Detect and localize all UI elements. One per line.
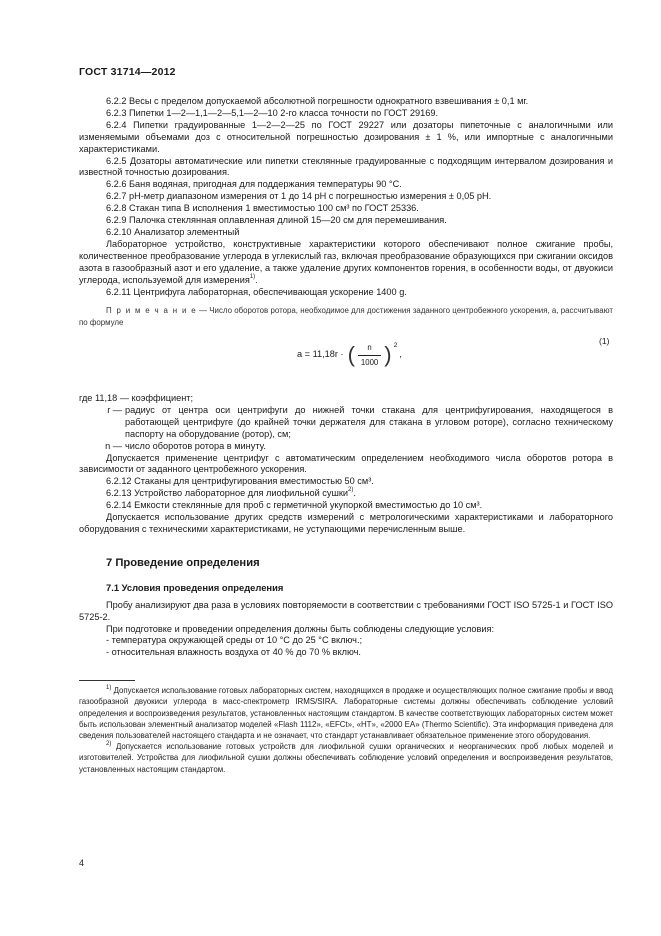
footnote-1 <box>79 685 613 741</box>
footnote-ref-2[interactable]: 2) <box>348 487 354 494</box>
equip-item-lyo <box>79 488 613 500</box>
equip-item: 6.2.14 Емкости стеклянные для проб с герметичной укупоркой вместимостью до 10 см³. <box>106 500 483 511</box>
definition-n <box>79 441 613 453</box>
footnote-text: Допускается использование готовых лабораторных систем, находящихся в продаже и осуществляющих полное сжигание пробы и ввод газообразной двуокиси углерода в масс-спектрометр IRMS/SIRA. Лабораторные системы должны обеспечивать соблюдение условий определения и воспроизведения результатов, установленных настоящим стандартом. В качестве соответствующих лабораторных систем может быть использован элементный анализатор моделей «Flash 1112», «EFCt», «HT», «2000 EA» (Thermo Scientific). Эта информация приведена для сведения пользователей настоящего стандарта и не означает, что стандарт устанавливает обязательное применение этого оборудования. <box>79 686 613 741</box>
paren-open: ( <box>347 342 355 368</box>
equip-item: 6.2.9 Палочка стеклянная оплавленная длиной 15—20 см для перемешивания. <box>106 215 447 226</box>
equip-item: 6.2.5 Дозаторы автоматические или пипетки стеклянные градуированные с подходящим интервалом дозирования и известной точностью дозирования. <box>79 155 613 178</box>
subsection-heading: 7.1 Условия проведения определения <box>106 581 284 593</box>
definition-symbol: n — <box>105 440 122 451</box>
fraction-denominator: 1000 <box>358 355 381 369</box>
equip-item: 6.2.6 Баня водяная, пригодная для поддержания температуры 90 °С. <box>106 179 402 190</box>
equation-number: (1) <box>599 336 610 346</box>
note-paragraph <box>79 305 613 328</box>
formula <box>297 342 402 369</box>
analyzer-text: Лабораторное устройство, конструктивные характеристики которого обеспечивают полное сжигание пробы, количественное преобразование углерода в углекислый газ, включая преобразование образующихся при сжигании оксидов азота в газообразный азот и его удаление, а также удаление других компонентов горения, в особенности воды, от двуокиси углерода, используемой для измерения <box>79 238 613 285</box>
equip-item: 6.2.11 Центрифуга лабораторная, обеспечивающая ускорение 1400 g. <box>106 286 407 297</box>
footnote-mark: 1) <box>106 684 112 691</box>
formula-exponent: 2 <box>393 342 398 350</box>
section-heading: 7 Проведение определения <box>106 556 260 569</box>
footnote-text: Допускается использование готовых устройств для лиофильной сушки органических и неорганических проб любых моделей и изготовителей. Устройства для лиофильной сушки должны обеспечивать соблюдение условий определения и воспроизведения результатов, установленных настоящим стандартом. <box>79 742 613 774</box>
footnotes <box>79 685 613 775</box>
footnote-separator <box>79 680 135 681</box>
note-text: — Число оборотов ротора, необходимое для достижения заданного центробежного ускорения, a, рассчитывают по формуле <box>79 306 613 327</box>
definition-text: число оборотов ротора в минуту. <box>125 440 266 451</box>
equip-item: 6.2.7 pH-метр диапазоном измерения от 1 до 14 рН с погрешностью измерения ± 0,05 pH. <box>106 191 492 202</box>
paragraph: При подготовке и проведении определения должны быть соблюдены следующие условия: <box>106 623 495 634</box>
definitions <box>79 393 613 453</box>
paragraph: Пробу анализируют два раза в условиях повторяемости в соответствии с требованиями ГОСТ ISO 5725-1 и ГОСТ ISO 5725-2. <box>79 599 613 622</box>
analyzer-description: Лабораторное устройство, конструктивные характеристики которого обеспечивают полное сжигание пробы, количественное преобразование углерода в углекислый газ, включая преобразование образующихся при сжигании оксидов азота в газообразный азот и его удаление, а также удаление других компонентов горения, в особенности воды, от двуокиси углерода, используемой для измерения$^{1)}$. <box>79 238 613 285</box>
lyo-tail: . <box>353 488 356 499</box>
equip-item: 6.2.3 Пипетки 1—2—1,1—2—5,1—2—10 2-го класса точности по ГОСТ 29169. <box>106 107 439 118</box>
equip-item: 6.2.4 Пипетки градуированные 1—2—2—25 по ГОСТ 29227 или дозаторы пипеточные с аналогичными или изменяемыми объемами доз с относительной погрешностью дозирования ± 1 %, или импортные с аналогичными характеристиками. <box>79 119 613 154</box>
paragraph: Допускается применение центрифуг с автоматическим определением необходимого числа оборотов ротора в зависимости от заданного центробежного ускорения. <box>79 452 613 475</box>
list-item: - относительная влажность воздуха от 40 % до 70 % включ. <box>106 647 361 658</box>
document-header: ГОСТ 31714—2012 <box>79 66 176 78</box>
equip-item: 6.2.2 Весы с пределом допускаемой абсолютной погрешности однократного взвешивания ± 0,1 мг. <box>106 96 529 106</box>
equip-item: 6.2.12 Стаканы для центрифугирования вместимостью 50 см³. <box>106 476 374 487</box>
footnote-2 <box>79 741 613 775</box>
formula-block <box>79 330 613 392</box>
definition-text: радиус от центра оси центрифуги до нижней точки стакана для центрифугирования, находящегося в работающей центрифуге (до крайней точки держателя для стакана в угловом роторе), согласно техническому паспорту на оборудование (ротор), см; <box>125 404 613 439</box>
lyo-text: 6.2.13 Устройство лабораторное для лиофильной сушки <box>106 488 349 499</box>
document-body <box>79 96 613 775</box>
list-item: - температура окружающей среды от 10 °С до 25 °С включ.; <box>106 635 363 646</box>
equip-item: 6.2.8 Стакан типа В исполнения 1 вместимостью 100 см³ по ГОСТ 25336. <box>106 203 419 214</box>
footnote-mark: 2) <box>106 740 112 747</box>
definition-r <box>79 405 613 441</box>
definition-symbol: r — <box>107 404 122 415</box>
fraction <box>358 342 381 369</box>
page-number: 4 <box>79 858 85 868</box>
paren-close: ) <box>384 342 392 368</box>
paragraph: Допускается использование других средств измерений с метрологическими характеристиками и лабораторного оборудования с техническими характеристиками, не уступающими перечисленным выше. <box>79 512 613 534</box>
formula-tail: , <box>399 349 402 360</box>
fraction-numerator: n <box>367 343 372 352</box>
formula-lhs: a = 11,18r · <box>297 349 344 360</box>
equip-item: 6.2.10 Анализатор элементный <box>106 226 240 237</box>
footnote-ref-1[interactable]: 1) <box>249 273 256 280</box>
note-label: П р и м е ч а н и е <box>106 306 197 316</box>
definition-lead: где 11,18 — коэффициент; <box>79 393 194 403</box>
